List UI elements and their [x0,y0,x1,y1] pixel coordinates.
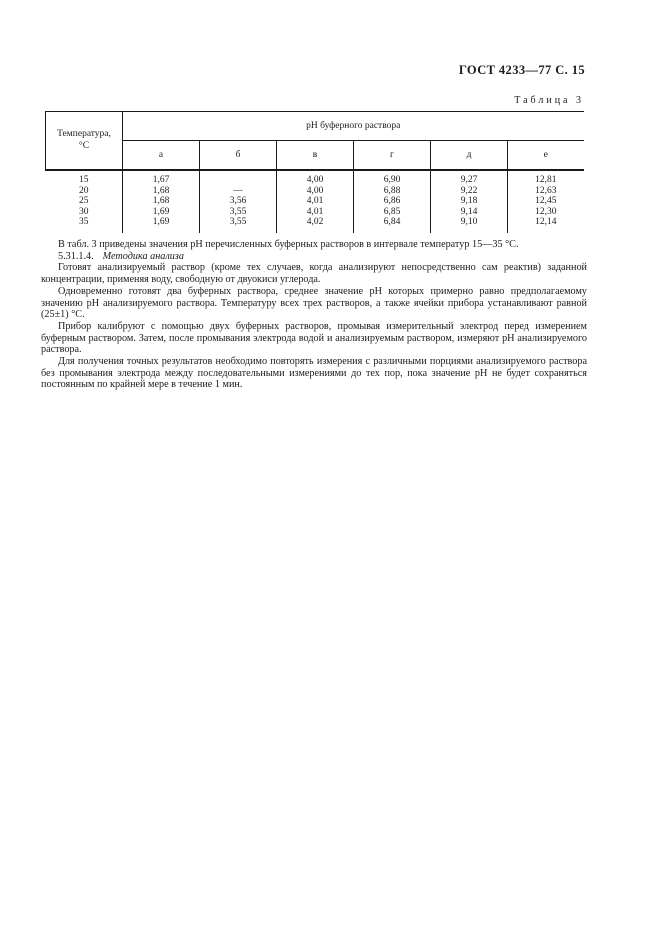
ph-buffer-table [45,111,584,233]
table-row [46,207,584,218]
table-row [46,170,584,186]
ph-cell: 12,45 [508,196,584,207]
ph-cell: 6,85 [354,207,431,218]
temperature-column-header [46,112,123,171]
table-row [46,186,584,197]
column-header-e: е [508,141,584,171]
column-header-d: д [431,141,508,171]
ph-cell: 12,14 [508,217,584,233]
temperature-header-line1: Температура, [57,128,111,139]
ph-cell: 9,18 [431,196,508,207]
temperature-cell: 15 [79,175,89,186]
temperature-header-line2: °С [78,140,90,151]
ph-cell: 1,69 [123,217,200,233]
column-header-v: в [277,141,354,171]
ph-cell: 3,55 [200,207,277,218]
section-heading [41,251,587,263]
ph-cell: 1,68 [123,186,200,197]
ph-span-header: рН буферного раствора [123,112,584,141]
ph-cell: 9,27 [431,170,508,186]
column-header-b: б [200,141,277,171]
intro-line: В табл. 3 приведены значения рН перечисленных буферных растворов в интервале температур 15—35 °С. [58,239,519,250]
ph-cell: 4,00 [277,186,354,197]
ph-cell: 4,01 [277,196,354,207]
column-header-g: г [354,141,431,171]
table-header [46,112,584,171]
ph-cell: 3,56 [200,196,277,207]
temperature-cell: 30 [79,206,89,217]
ph-cell: — [200,186,277,197]
ph-cell: 4,01 [277,207,354,218]
ph-cell: 1,67 [123,170,200,186]
ph-cell: 12,30 [508,207,584,218]
ph-cell: 4,00 [277,170,354,186]
temperature-cell: 25 [79,196,89,207]
ph-cell: 9,14 [431,207,508,218]
body-text-block [41,239,587,391]
column-header-a: а [123,141,200,171]
table-caption: Таблица 3 [514,95,584,106]
table-row [46,196,584,207]
ph-cell: 9,22 [431,186,508,197]
section-number: 5.31.1.4. [58,250,94,262]
ph-cell: 3,55 [200,217,277,233]
ph-cell: 1,69 [123,207,200,218]
ph-cell: 4,02 [277,217,354,233]
table-row [46,217,584,233]
section-title: Методика анализа [102,250,184,262]
ph-cell: 12,81 [508,170,584,186]
ph-cell: 1,68 [123,196,200,207]
temperature-cell: 35 [79,217,89,228]
paragraph: Одновременно готовят два буферных раствора, среднее значение рН которых примерно равно предполагаемому значению рН анализируемого раствора. Температуру всех трех растворов, а также ячейки прибора устанавливают равной (25±1) °С. [41,285,587,321]
ph-cell: 12,63 [508,186,584,197]
ph-cell: 6,88 [354,186,431,197]
temperature-cell: 20 [79,185,89,196]
ph-cell: 6,86 [354,196,431,207]
table-body [46,170,584,233]
page-header-gost: ГОСТ 4233—77 С. 15 [458,63,585,77]
ph-cell: 6,90 [354,170,431,186]
paragraph: Для получения точных результатов необходимо повторять измерения с различными порциями анализируемого раствора без промывания электрода между последовательными измерениями до тех пор, пока значение рН не будет сохраняться постоянным по крайней мере в течение 1 мин. [41,356,587,391]
paragraph: Прибор калибруют с помощью двух буферных растворов, промывая измерительный электрод перед измерением буферным раствором. Затем, после промывания электрода водой и анализируемым раствором, измеряют рН анализируемого раствора. [41,320,587,356]
ph-cell [200,170,277,186]
paragraph: Готовят анализируемый раствор (кроме тех случаев, когда анализируют непосредственно сам реактив) заданной концентрации, применяя воду, свободную от двуокиси углерода. [41,262,587,286]
ph-cell: 6,84 [354,217,431,233]
ph-cell: 9,10 [431,217,508,233]
